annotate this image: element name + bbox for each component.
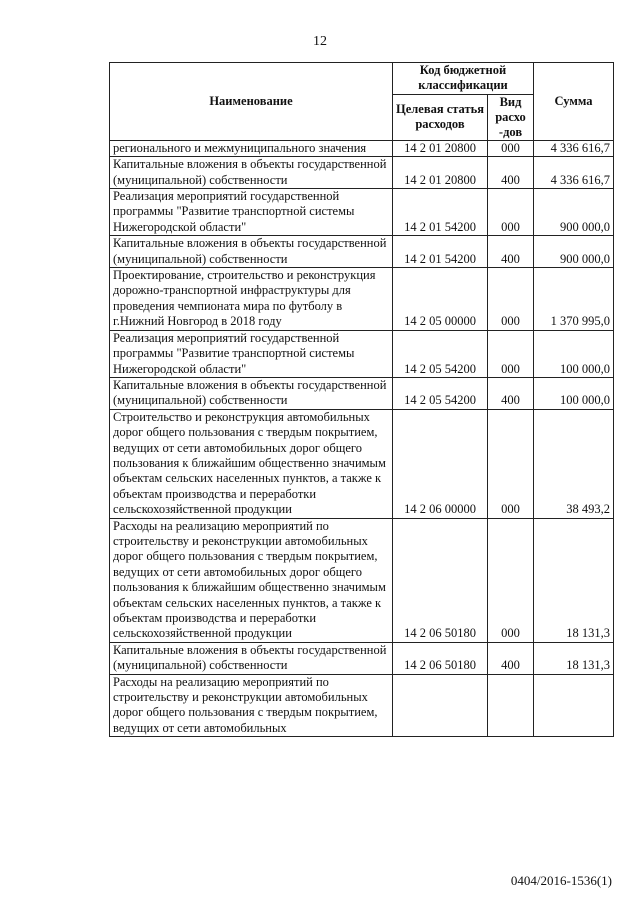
row-sum-cell: 100 000,0 — [534, 377, 614, 409]
budget-table — [109, 62, 614, 737]
table-row — [110, 268, 614, 331]
header-sum: Сумма — [534, 63, 614, 141]
row-name-cell: Строительство и реконструкция автомобильных дорог общего пользования с твердым покрытием, ведущих от сети автомобильных дорог общего пользования к ближайшим общественно значимым объектам сельских населенных пунктов, а также к объектам производства и переработки сельскохозяйственной продукции — [110, 409, 393, 518]
row-sum-cell: 900 000,0 — [534, 236, 614, 268]
row-sum-cell: 900 000,0 — [534, 189, 614, 236]
table-row — [110, 236, 614, 268]
row-type-cell: 000 — [488, 268, 534, 331]
header-expense-type: Вид расхо -дов — [488, 94, 534, 140]
row-code-cell: 14 2 01 54200 — [393, 236, 488, 268]
row-sum-cell: 18 131,3 — [534, 518, 614, 642]
row-name-cell: Капитальные вложения в объекты государственной (муниципальной) собственности — [110, 236, 393, 268]
row-type-cell: 000 — [488, 518, 534, 642]
table-row — [110, 674, 614, 737]
table-header — [110, 63, 614, 141]
row-type-cell: 000 — [488, 409, 534, 518]
row-sum-cell: 4 336 616,7 — [534, 140, 614, 156]
row-name-cell: Капитальные вложения в объекты государственной (муниципальной) собственности — [110, 157, 393, 189]
row-sum-cell: 38 493,2 — [534, 409, 614, 518]
row-code-cell: 14 2 01 20800 — [393, 140, 488, 156]
row-name-cell: регионального и межмуниципального значения — [110, 140, 393, 156]
row-code-cell: 14 2 06 50180 — [393, 518, 488, 642]
row-code-cell: 14 2 06 50180 — [393, 642, 488, 674]
row-code-cell — [393, 674, 488, 737]
row-sum-cell: 1 370 995,0 — [534, 268, 614, 331]
row-code-cell: 14 2 05 00000 — [393, 268, 488, 331]
row-code-cell: 14 2 01 20800 — [393, 157, 488, 189]
row-name-cell: Реализация мероприятий государственной программы "Развитие транспортной системы Нижегородской области" — [110, 330, 393, 377]
table-row — [110, 330, 614, 377]
row-sum-cell: 100 000,0 — [534, 330, 614, 377]
row-type-cell — [488, 674, 534, 737]
row-name-cell: Реализация мероприятий государственной программы "Развитие транспортной системы Нижегородской области" — [110, 189, 393, 236]
table-row — [110, 409, 614, 518]
table-row — [110, 157, 614, 189]
table-row — [110, 377, 614, 409]
row-type-cell: 000 — [488, 189, 534, 236]
row-name-cell: Расходы на реализацию мероприятий по строительству и реконструкции автомобильных дорог общего пользования с твердым покрытием, ведущих от сети автомобильных — [110, 674, 393, 737]
row-name-cell: Расходы на реализацию мероприятий по строительству и реконструкции автомобильных дорог общего пользования с твердым покрытием, ведущих от сети автомобильных дорог общего пользования к ближайшим общественно значимым объектам сельских населенных пунктов, а также к объектам производства и переработки сельскохозяйственной продукции — [110, 518, 393, 642]
table-row — [110, 189, 614, 236]
header-code-group: Код бюджетной классификации — [393, 63, 534, 95]
row-code-cell: 14 2 01 54200 — [393, 189, 488, 236]
row-name-cell: Проектирование, строительство и реконструкция дорожно-транспортной инфраструктуры для проведения чемпионата мира по футболу в г.Нижний Новгород в 2018 году — [110, 268, 393, 331]
table-body — [110, 140, 614, 736]
row-type-cell: 000 — [488, 330, 534, 377]
row-code-cell: 14 2 06 00000 — [393, 409, 488, 518]
header-target-article: Целевая статья расходов — [393, 94, 488, 140]
header-name: Наименование — [110, 63, 393, 141]
row-type-cell: 400 — [488, 642, 534, 674]
row-code-cell: 14 2 05 54200 — [393, 377, 488, 409]
table-row — [110, 140, 614, 156]
table-row — [110, 518, 614, 642]
page-number: 12 — [313, 34, 327, 49]
table-row — [110, 642, 614, 674]
row-type-cell: 400 — [488, 157, 534, 189]
document-code: 0404/2016-1536(1) — [510, 873, 612, 888]
row-name-cell: Капитальные вложения в объекты государственной (муниципальной) собственности — [110, 642, 393, 674]
row-code-cell: 14 2 05 54200 — [393, 330, 488, 377]
row-name-cell: Капитальные вложения в объекты государственной (муниципальной) собственности — [110, 377, 393, 409]
row-type-cell: 000 — [488, 140, 534, 156]
row-sum-cell: 4 336 616,7 — [534, 157, 614, 189]
row-type-cell: 400 — [488, 377, 534, 409]
row-sum-cell: 18 131,3 — [534, 642, 614, 674]
row-sum-cell — [534, 674, 614, 737]
row-type-cell: 400 — [488, 236, 534, 268]
